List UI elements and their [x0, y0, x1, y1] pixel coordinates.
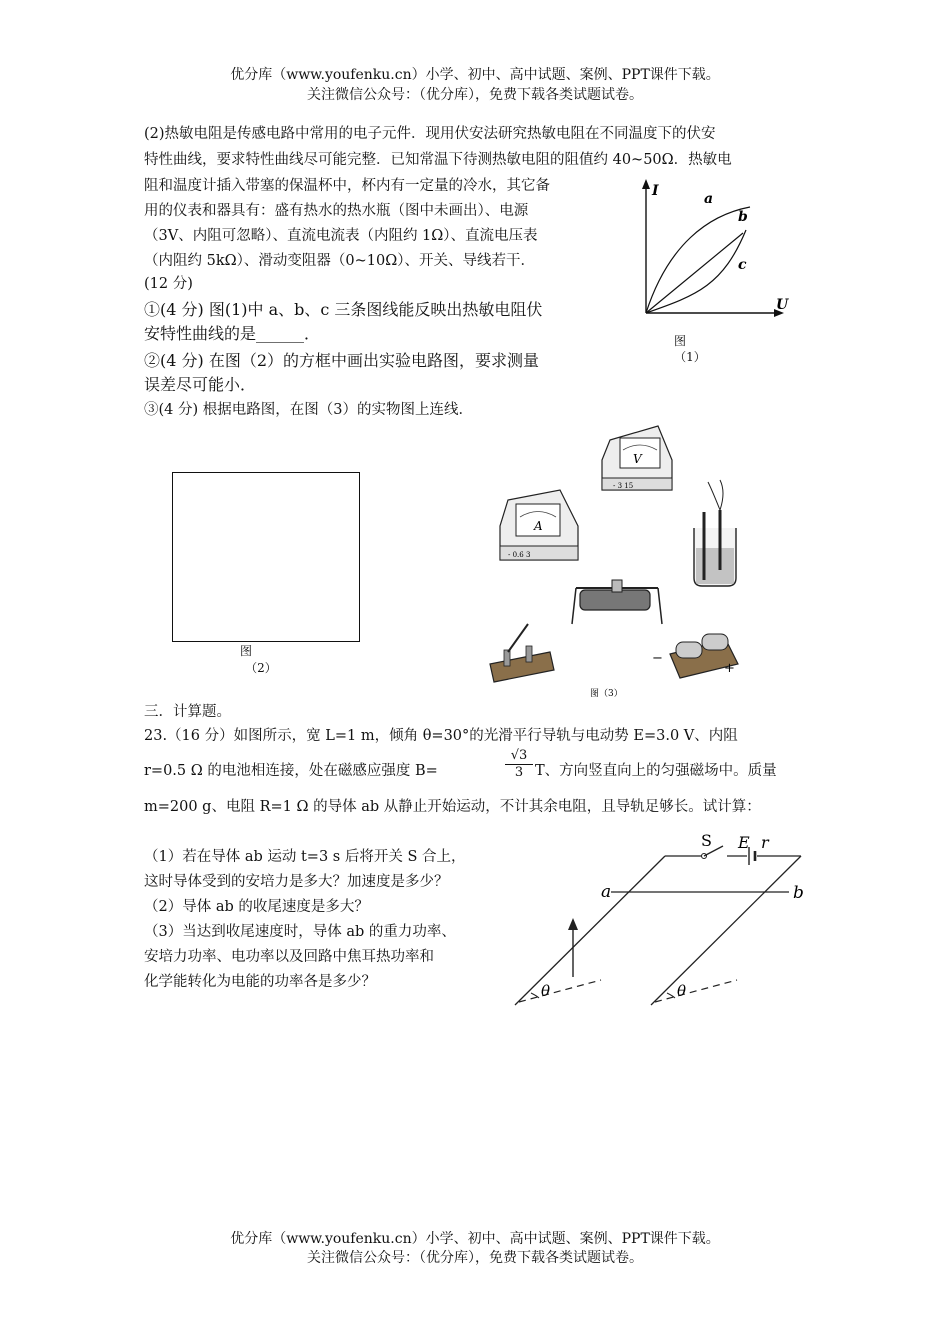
footer-line-1: 优分库（www.youfenku.cn）小学、初中、高中试题、案例、PPT课件下载。 [230, 1231, 720, 1247]
q23-sub3-c: 化学能转化为电能的功率各是多少？ [144, 974, 376, 990]
battery-plus: + [724, 661, 735, 676]
curve-b-label: b [738, 209, 748, 225]
section-3-title: 三．计算题。 [144, 704, 231, 720]
figure-2-caption-1: 图 [239, 644, 252, 658]
voltmeter-terminals: - 3 15 [613, 482, 634, 490]
voltmeter [602, 426, 672, 490]
battery [652, 634, 738, 678]
header-line-1: 优分库（www.youfenku.cn）小学、初中、高中试题、案例、PPT课件下载。 [230, 67, 720, 83]
axis-y-label: I [652, 183, 659, 199]
q23-line-2-a: r=0.5 Ω 的电池相连接，处在磁感应强度 B= [144, 763, 438, 779]
fraction-denominator: 3 [514, 765, 524, 780]
q2-sub1-b: 安特性曲线的是______． [144, 324, 321, 343]
axis-x-label: U [776, 297, 789, 313]
curve-b [646, 233, 743, 313]
figure-23-rails [505, 822, 815, 1012]
figure-3-caption: 图（3） [590, 689, 623, 699]
q2-sub1-a: ①(4 分) 图(1)中 a、b、c 三条图线能反映出热敏电阻伏 [144, 300, 543, 319]
label-b: b [793, 883, 804, 903]
q23-line-2-b: T、方向竖直向上的匀强磁场中。质量 [535, 763, 777, 779]
q2-line-4: 用的仪表和器具有：盛有热水的热水瓶（图中未画出）、电源 [144, 203, 529, 219]
q2-line-1: (2)热敏电阻是传感电路中常用的电子元件．现用伏安法研究热敏电阻在不同温度下的伏安 [144, 126, 716, 142]
ammeter [500, 490, 578, 560]
q2-line-7: (12 分) [144, 276, 193, 292]
ammeter-label: A [534, 519, 543, 533]
q2-sub2-a: ②(4 分) 在图（2）的方框中画出实验电路图，要求测量 [144, 351, 540, 370]
figure-1-caption-2: （1） [674, 350, 706, 364]
figure-3-apparatus [480, 420, 748, 702]
q23-sub2: （2）导体 ab 的收尾速度是多大？ [144, 899, 369, 915]
q23-sub3-a: （3）当达到收尾速度时，导体 ab 的重力功率、 [144, 924, 456, 940]
q2-sub2-b: 误差尽可能小． [144, 375, 257, 394]
label-theta-1: θ [541, 982, 551, 1000]
switch [490, 624, 554, 682]
rheostat [572, 580, 662, 624]
curve-c-label: c [738, 257, 747, 273]
figure-2-caption-2: （2） [245, 661, 277, 675]
q23-line-3: m=200 g、电阻 R=1 Ω 的导体 ab 从静止开始运动，不计其余电阻，且导轨足够长。试计算： [144, 799, 761, 815]
q23-fraction [505, 748, 533, 781]
curve-a [646, 207, 750, 313]
label-theta-2: θ [677, 982, 687, 1000]
header-line-2: 关注微信公众号：（优分库），免费下载各类试题试卷。 [307, 87, 643, 103]
figure-2-box [172, 472, 360, 642]
figure-1-caption-1: 图 [673, 334, 686, 348]
label-E: E [738, 833, 750, 852]
curve-a-label: a [704, 191, 714, 207]
label-a: a [601, 882, 612, 902]
y-axis-arrow [642, 179, 650, 189]
q2-line-5: （3V、内阻可忽略）、直流电流表（内阻约 1Ω）、直流电压表 [144, 228, 538, 244]
voltmeter-label: V [633, 452, 642, 466]
battery-minus: − [652, 651, 663, 666]
fraction-numerator: √3 [505, 748, 533, 765]
label-r: r [761, 833, 769, 852]
label-S: S [701, 831, 712, 850]
q23-sub1-b: 这时导体受到的安培力是多大？加速度是多少？ [144, 874, 449, 890]
q23-sub3-b: 安培力功率、电功率以及回路中焦耳热功率和 [144, 949, 434, 965]
q2-sub3: ③(4 分) 根据电路图，在图（3）的实物图上连线． [144, 402, 473, 418]
figure-1-graph [628, 175, 798, 325]
field-arrow-head [568, 918, 578, 930]
q2-line-2: 特性曲线，要求特性曲线尽可能完整．已知常温下待测热敏电阻的阻值约 40~50Ω．热敏电 [144, 152, 732, 168]
q23-sub1-a: （1）若在导体 ab 运动 t=3 s 后将开关 S 合上， [144, 849, 466, 865]
footer-line-2: 关注微信公众号：（优分库），免费下载各类试题试卷。 [307, 1250, 643, 1266]
thermistor-cup [694, 480, 736, 586]
ammeter-terminals: - 0.6 3 [508, 551, 531, 559]
q2-line-3: 阻和温度计插入带塞的保温杯中，杯内有一定量的冷水，其它备 [144, 178, 550, 194]
q2-line-6: （内阻约 5kΩ）、滑动变阻器（0~10Ω）、开关、导线若干． [144, 253, 535, 269]
q23-line-1: 23.（16 分）如图所示，宽 L=1 m，倾角 θ=30°的光滑平行导轨与电动势 E=3.0 V、内阻 [144, 728, 738, 744]
